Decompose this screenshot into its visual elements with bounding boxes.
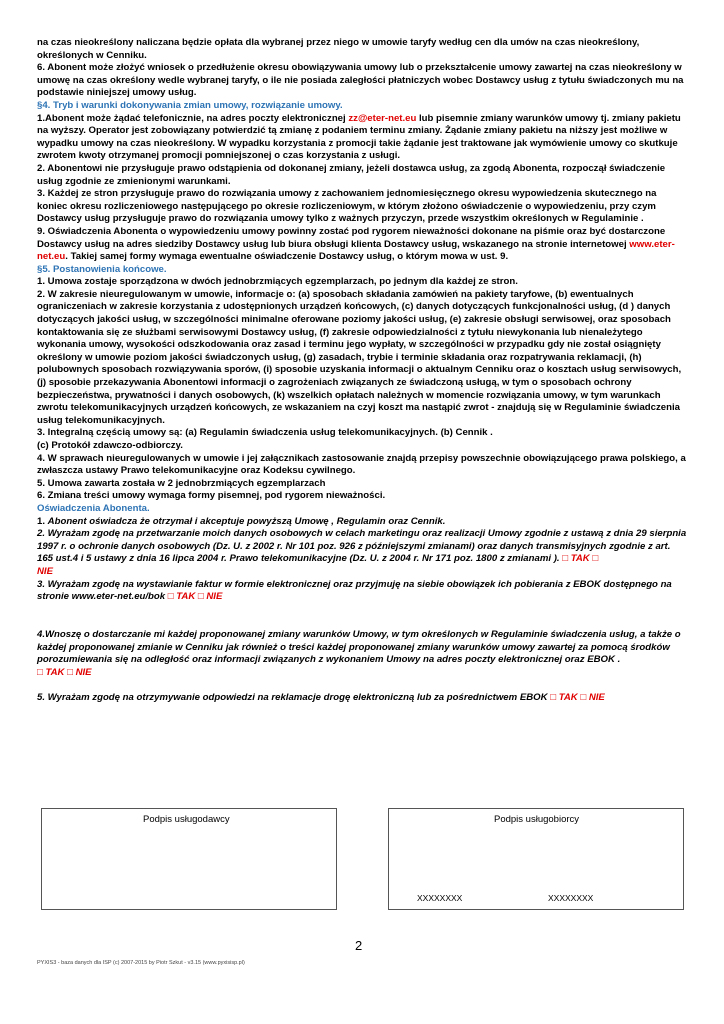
paragraph: 2. W zakresie nieuregulowanym w umowie, informacje o: (a) sposobach składania zamówień na pakiety taryfowe, (b) ewentualnych ograniczeniach w zakresie korzystania z udostępnionych urządzeń końcowych, (c) danych dotyczących funkcjonalności usług, (d ) danych dotyczących jakości usług, w szczególności minimalne oferowane poziomy jakości usług, (e) zakresie obsługi serwisowej, oraz sposobach kontaktowania się ze służbami serwisowymi Dostawcy usług, (f) zakresie odpowiedzialności z tytułu niewykonania lub nienależytego wykonania umowy, wysokości odszkodowania oraz zasad i terminu jego wypłaty, w szczególności w przypadku gdy nie został osiągnięty określony w umowie poziom jakości świadczonych usług, (g) zasadach, trybie i terminie składania oraz rozpatrywania reklamacji, (h) polubownych sposobach rozwiązywania sporów, (i) sposobie uzyskania informacji o aktualnym Cenniku oraz o kosztach usług serwisowych, (j) sposobie przekazywania Abonentowi informacji o zagrożeniach związanych ze świadczoną usługą, w tym o sposobach ochrony bezpieczeństwa, prywatności i danych osobowych, (k) wszelkich opłatach należnych w momencie rozwiązania umowy, w tym warunkach zwrotu telekomunikacyjnych urządzeń końcowych, ze wskazaniem na czyj koszt ma nastąpić zwrot - znajdują się w Regulaminie świadczenia usług telekomunikacyjnych.	[37, 288, 682, 426]
consent-checkboxes[interactable]: □ TAK □	[562, 553, 599, 565]
declaration-1	[37, 516, 689, 529]
text: . Takiej samej formy wymaga ewentualne oświadczenie Dostawcy usług, o którym mowa w ust. 9.	[65, 251, 509, 263]
paragraph: 4. W sprawach nieuregulowanych w umowie i jej załącznikach zastosowanie znajdą przepisy powszechnie obowiązującego prawa polskiego, a zwłaszcza ustawy Prawo telekomunikacyjne oraz Kodeksu cywilnego.	[37, 452, 686, 477]
text: Abonent oświadcza że otrzymał i akceptuje powyższą Umowę , Regulamin oraz Cennik.	[47, 515, 446, 527]
declaration-2	[37, 528, 689, 578]
paragraph: 3. Integralną częścią umowy są: (a) Regulamin świadczenia usług telekomunikacyjnych. (b) Cennik .	[37, 427, 493, 439]
text: 4.Wnoszę o dostarczanie mi każdej proponowanej zmiany warunków Umowy, w tym określonych w Regulaminie świadczenia usług, a także o każdej proponowanej zmianie w Cenniku jak również o treści każdej proponowanej zmiany warunków umowy zawartej za pomocą środków porozumiewania się na odległość oraz informacji związanych z wykonaniem Umowy na adres poczty elektronicznej oraz EBOK .	[37, 628, 681, 666]
section-heading-5: §5. Postanowienia końcowe.	[37, 263, 167, 275]
paragraph: 6. Abonent może złożyć wniosek o przedłużenie okresu obowiązywania umowy lub o przekształcenie umowy zawartej na czas nieokreślony w umowę na czas określony wedle wybranej taryfy, o ile nie posiada zaległości płatniczych wobec Dostawcy usług z tytułu świadczonych mu na podstawie niniejszej umowy usług.	[37, 62, 684, 99]
paragraph: 5. Umowa zawarta została w 2 jednobrzmiących egzemplarzach	[37, 477, 326, 489]
paragraph: 2. Abonentowi nie przysługuje prawo odstąpienia od dokonanej zmiany, jeżeli dostawca usług, za zgodą Abonenta, rozpoczął świadczenie usług zgodnie ze zmienionymi warunkami.	[37, 162, 666, 187]
section-heading-4: §4. Tryb i warunki dokonywania zmian umowy, rozwiązanie umowy.	[37, 99, 343, 111]
paragraph: (c) Protokół zdawczo-odbiorczy.	[37, 440, 183, 451]
placeholder-code: XXXXXXXX	[417, 893, 463, 903]
declaration-3	[37, 579, 689, 604]
consent-checkboxes[interactable]: □ TAK □ NIE	[550, 691, 605, 703]
customer-signature-label: Podpis usługobiorcy	[494, 814, 580, 825]
paragraph: 3. Każdej ze stron przysługuje prawo do rozwiązania umowy z zachowaniem jednomiesięcznego okresu wypowiedzenia skutecznego na koniec okresu rozliczeniowego następującego po okresie rozliczeniowym, w którym złożono oświadczenie o wypowiedzeniu, przy czym Dostawcy usług przysługuje prawo do rozwiązania umowy tylko z ważnych przyczyn, przede wszystkim określonych w Regulaminie .	[37, 188, 657, 225]
text: 1.Abonent może żądać telefonicznie, na adres poczty elektronicznej	[37, 112, 349, 124]
declaration-5	[37, 692, 689, 705]
website-link[interactable]: www.eter-net.eu	[37, 238, 675, 263]
page-number: 2	[355, 938, 363, 953]
declarations-heading: Oświadczenia Abonenta.	[37, 502, 150, 514]
provider-signature-label: Podpis usługodawcy	[143, 814, 230, 825]
paragraph: 6. Zmiana treści umowy wymaga formy pisemnej, pod rygorem nieważności.	[37, 490, 386, 502]
text: 3. Wyrażam zgodę na wystawianie faktur w formie elektronicznej oraz przyjmuję na siebie obowiązek ich pobierania z EBOK dostępnego na stronie www.eter-net.eu/bok	[37, 578, 672, 603]
email-link[interactable]: zz@eter-net.eu	[348, 112, 417, 124]
text: 5. Wyrażam zgodę na otrzymywanie odpowiedzi na reklamacje drogę elektroniczną lub za pośrednictwem EBOK	[37, 691, 551, 703]
text: 1.	[37, 515, 48, 527]
text: 9. Oświadczenia Abonenta o wypowiedzeniu umowy powinny zostać pod rygorem nieważności dokonane na piśmie oraz być dostarczone Dostawcy usług na adres siedziby Dostawcy usług lub biura obsługi klienta Dostawcy usług, wskazanego na stronie internetowej	[37, 225, 666, 250]
paragraph: 1. Umowa zostaje sporządzona w dwóch jednobrzmiących egzemplarzach, po jednym dla każdej ze stron.	[37, 276, 518, 288]
text: 2. Wyrażam zgodę na przetwarzanie moich danych osobowych w celach marketingu oraz realizacji Umowy zgodnie z ustawą z dnia 29 sierpnia 1997 r. o ochronie danych osobowych (Dz. U. z 2002 r. Nr 101 poz. 926 z późniejszymi zmianami) oraz danych transmisyjnych zgodnie z art. 165 ust.4 i 5 ustawy z dnia 16 lipca 2004 r. Prawo telekomunikacyjne (Dz. U. z 2004 r. Nr 171 poz. 1800 z zmianami ).	[37, 528, 687, 565]
paragraph	[37, 113, 689, 163]
declaration-4	[37, 629, 689, 679]
text: lub pisemnie zmiany warunków umowy tj. zmiany pakietu na wyższy. Operator jest zobowiązany potwierdzić tą zmianę z podaniem terminu zmiany. Żądanie zmiany pakietu na niższy jest możliwe w wypadku umowy na czas nieokreślony. W wypadku korzystania z promocji takie żądanie jest traktowane jak wymówienie umowy co skutkuje zwrotem kwoty otrzymanej promocji pomniejszonej o czas korzystania z usługi.	[37, 112, 681, 162]
paragraph	[37, 226, 689, 264]
footer-credit: PYXIS3 - baza danych dla ISP (c) 2007-2015 by Piotr Szkut - v3.15 (www.pyxisisp.pl)	[37, 960, 245, 966]
consent-checkboxes[interactable]: □ TAK □ NIE	[37, 666, 92, 678]
consent-no-label[interactable]: NIE	[37, 565, 53, 577]
paragraph: na czas nieokreślony naliczana będzie opłata dla wybranej przez niego w umowie taryfy według cen dla umów na czas nieokreślony, określonych w Cenniku.	[37, 37, 640, 61]
consent-checkboxes[interactable]: □ TAK □ NIE	[167, 591, 223, 603]
document-body	[37, 37, 689, 704]
placeholder-code: XXXXXXXX	[548, 893, 594, 903]
